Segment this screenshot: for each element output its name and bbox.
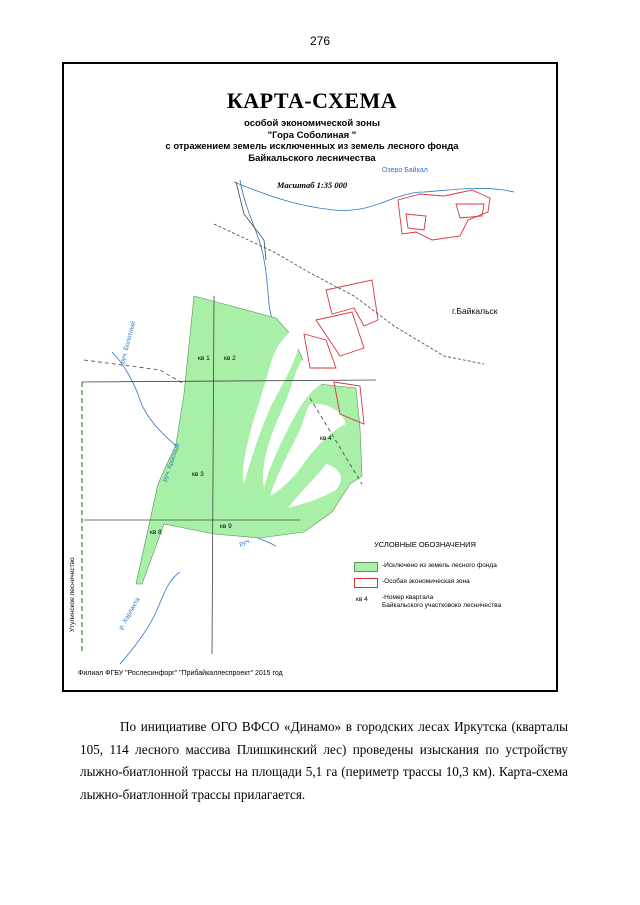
stream-north <box>240 180 276 326</box>
lake-shoreline <box>234 182 514 210</box>
quarter-label: кв 9 <box>220 523 232 530</box>
page-number: 276 <box>309 34 331 48</box>
lake-label: Озеро Байкал <box>382 167 428 174</box>
legend-label-quarter <box>382 594 501 610</box>
legend-key-quarter: кв 4 <box>356 596 368 603</box>
legend-label-excluded: -Исключено из земель лесного фонда <box>382 562 497 569</box>
map-footer: Филиал ФГБУ "Рослесинфорг" "Прибайкаллеспроект" 2015 год <box>78 670 283 677</box>
quarter-label: кв 4 <box>320 435 332 442</box>
subtitle-line: Байкальского лесничества <box>248 152 376 164</box>
forestry-label: Утулинское лесничество <box>69 557 76 632</box>
city-label: г.Байкальск <box>452 306 498 316</box>
subtitle-line: "Гора Соболиная " <box>267 129 357 141</box>
quarter-label: кв 1 <box>198 355 210 362</box>
quarter-label: кв 2 <box>224 355 236 362</box>
map-scale: Масштаб 1:35 000 <box>276 180 348 190</box>
subtitle-line: особой экономической зоны <box>244 118 380 129</box>
stream-bolotny-label: руч. Болотный <box>119 320 138 365</box>
legend-label-line: Байкальского участковоко лесничества <box>382 602 502 609</box>
quarter-label: кв 8 <box>150 529 162 536</box>
subtitle-line: с отражением земель исключенных из земель лесного фонда <box>165 141 459 152</box>
map-frame <box>62 62 558 692</box>
legend-label-sez: -Особая экономическая зона <box>382 578 470 585</box>
legend-swatch-sez <box>354 578 378 588</box>
stream-short-label: руч. <box>238 537 252 548</box>
legend-label-line: -Номер квартала <box>382 594 434 601</box>
legend-title: УСЛОВНЫЕ ОБОЗНАЧЕНИЯ <box>374 540 476 549</box>
map-title: КАРТА-СХЕМА <box>226 88 398 113</box>
body-paragraph: По инициативе ОГО ВФСО «Динамо» в городских лесах Иркутска (кварталы 105, 114 лесного массива Плишкинский лес) проведены изыскания по устройству лыжно-биатлонной трассы на площади 5,1 га (периметр трассы 10,3 км). Карта-схема лыжно-биатлонной трассы прилагается. <box>80 719 568 802</box>
dashed-track <box>84 360 184 384</box>
quarter-label: кв 3 <box>192 471 204 478</box>
river-label: р. Харлахта <box>117 596 142 631</box>
stream-krasny-label: руч. Красный <box>161 442 182 483</box>
legend-swatch-excluded <box>354 562 378 572</box>
